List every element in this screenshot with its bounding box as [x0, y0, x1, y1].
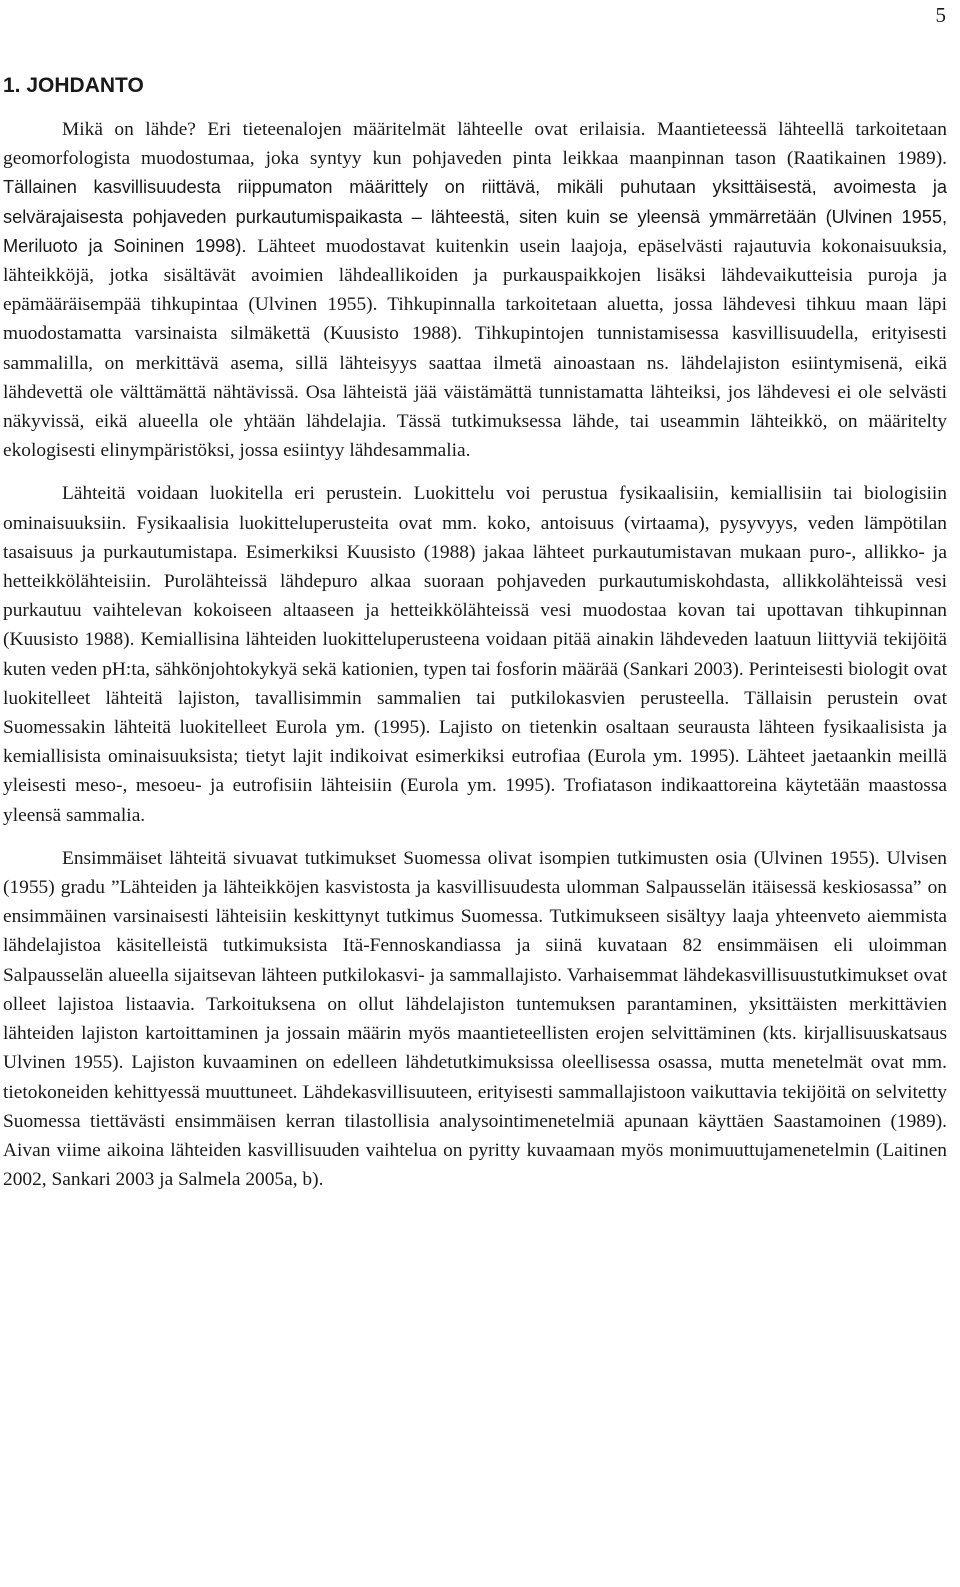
paragraph-classification-run-1: Lähteitä voidaan luokitella eri perustein. Luokittelu voi perustua fysikaalisiin, kemiallisiin tai biologisiin ominaisuuksiin. Fysikaalisia luokitteluperusteita ovat mm. koko, antoisuus (virtaama), pysyvyys, veden lämpötilan tasaisuus ja purkautumistapa. Esimerkiksi Kuusisto (1988) jakaa lähteet purkautumistavan mukaan puro-, allikko- ja hetteikkölähteisiin. Purolähteissä lähdepuro alkaa suoraan pohjaveden purkautumiskohdasta, allikkolähteissä vesi purkautuu vaihtelevan kokoiseen altaaseen ja hetteikkölähteissä vesi muodostaa kovan tai upottavan tihkupinnan (Kuusisto 1988). Kemiallisina lähteiden luokitteluperusteena voidaan pitää ainakin lähdeveden laatuun liittyviä tekijöitä kuten veden pH:ta, sähkönjohtokykyä sekä kationien, typen tai fosforin määrää (Sankari 2003). Perinteisesti biologit ovat luokitelleet lähteitä lajiston, tavallisimmin sammalien tai putkilokasvien perusteella. Tällaisin perustein ovat Suomessakin lähteitä luokitelleet Eurola ym. (1995). Lajisto on tietenkin osaltaan seurausta lähteen fysikaalisista ja kemiallisista ominaisuuksista; tietyt lajit indikoivat esimerkiksi eutrofiaa (Eurola ym. 1995). Lähteet jaetaankin meillä yleisesti meso-, mesoeu- ja eutrofisiin lähteisiin (Eurola ym. 1995). Trofiatason indikaattoreina käytetään maastossa yleensä sammalia.: [3, 483, 947, 826]
paragraph-definition-run-1: Mikä on lähde? Eri tieteenalojen määritelmät lähteelle ovat erilaisia. Maantieteessä lähteellä tarkoitetaan geomorfologista muodostumaa, joka syntyy kun pohjaveden pinta leikkaa maanpinnan tason (Raatikainen 1989).: [3, 119, 947, 170]
body-text: [3, 115, 947, 1194]
paragraph-definition-run-2: Tällainen kasvillisuudesta riippumaton määrittely on riittävä, mikäli puhutaan yksittäisestä, avoimesta ja selvärajaisesta pohjaveden purkautumispaikasta – lähteestä, siten kuin se yleensä ymmärretään (Ulvinen 1955, Meriluoto ja Soininen 1998).: [3, 177, 947, 256]
section-heading: 1. JOHDANTO: [3, 74, 144, 97]
page-number: 5: [935, 3, 946, 27]
paragraph-classification: [3, 479, 947, 829]
paragraph-definition-run-3: Lähteet muodostavat kuitenkin usein laajoja, epäselvästi rajautuvia kokonaisuuksia, lähteikköjä, jotka sisältävät avoimien lähdeallikoiden ja purkauspaikkojen lisäksi lähdevaikutteisia puroja ja epämääräisempää tihkupintaa (Ulvinen 1955). Tihkupinnalla tarkoitetaan aluetta, jossa lähdevesi tihkuu maan läpi muodostamatta varsinaista silmäkettä (Kuusisto 1988). Tihkupintojen tunnistamisessa kasvillisuudella, erityisesti sammalilla, on merkittävä asema, sillä lähteisyys saattaa ilmetä ainoastaan ns. lähdelajiston esiintymisenä, eikä lähdevettä ole välttämättä nähtävissä. Osa lähteistä jää väistämättä tunnistamatta lähteiksi, jos lähdevesi ei ole selvästi näkyvissä, eikä alueella ole yhtään lähdelajia. Tässä tutkimuksessa lähde, tai useammin lähteikkö, on määritelty ekologisesti elinympäristöksi, jossa esiintyy lähdesammalia.: [3, 235, 947, 462]
paragraph-history-run-1: Ensimmäiset lähteitä sivuavat tutkimukset Suomessa olivat isompien tutkimusten osia (Ulvinen 1955). Ulvisen (1955) gradu ”Lähteiden ja lähteikköjen kasvistosta ja kasvillisuudesta ulomman Salpausselän itäisessä keskiosassa” on ensimmäinen varsinaisesti lähteisiin keskittynyt tutkimus Suomessa. Tutkimukseen sisältyy laaja yhteenveto aiemmista lähdelajistoa käsitelleistä tutkimuksista Itä-Fennoskandiassa ja siinä kuvataan 82 ensimmäisen eli uloimman Salpausselän alueella sijaitsevan lähteen putkilokasvi- ja sammallajisto. Varhaisemmat lähdekasvillisuustutkimukset ovat olleet lajistoa listaavia. Tarkoituksena on ollut lähdelajiston tuntemuksen parantaminen, yksittäisten merkittävien lähteiden lajiston kartoittaminen ja jossain määrin myös maantieteellisten erojen selvittäminen (kts. kirjallisuuskatsaus Ulvinen 1955). Lajiston kuvaaminen on edelleen lähdetutkimuksissa oleellisessa osassa, mutta menetelmät ovat mm. tietokoneiden kehittyessä muuttuneet. Lähdekasvillisuuteen, erityisesti sammallajistoon vaikuttavia tekijöitä on selvitetty Suomessa tiettävästi ensimmäisen kerran tilastollisia analysointimenetelmiä apunaan käyttäen Saastamoinen (1989). Aivan viime aikoina lähteiden kasvillisuuden vaihtelua on pyritty kuvaamaan myös monimuuttujamenetelmin (Laitinen 2002, Sankari 2003 ja Salmela 2005a, b).: [3, 847, 947, 1191]
paragraph-history: [3, 844, 947, 1194]
paragraph-definition: [3, 115, 947, 465]
